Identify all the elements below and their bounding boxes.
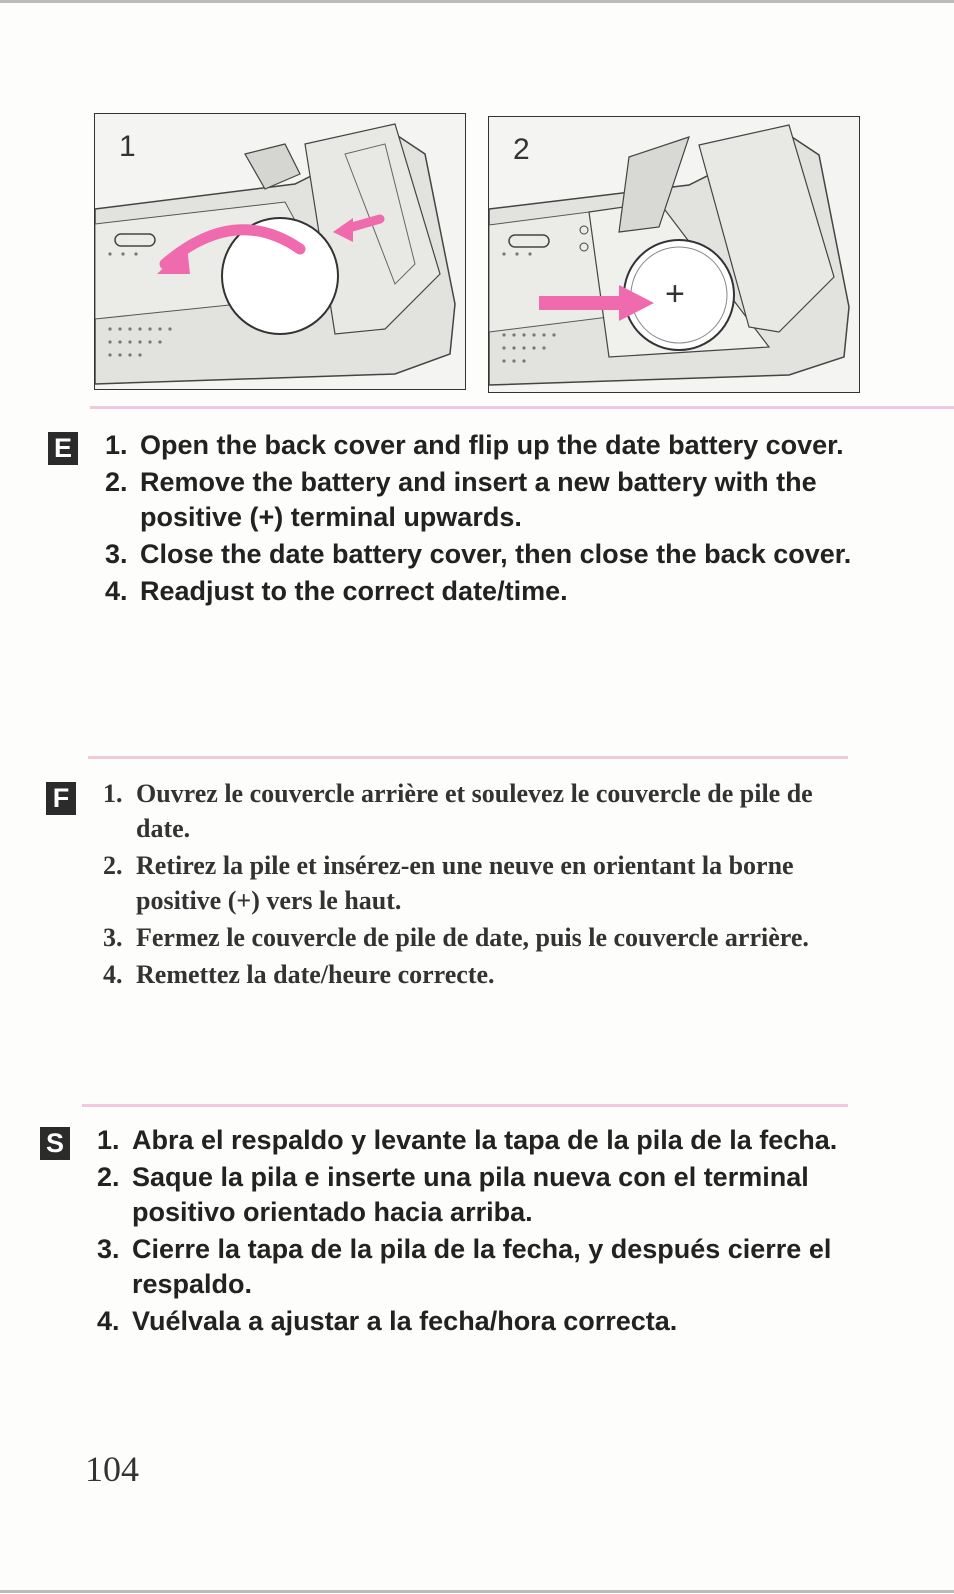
step-number: 4. bbox=[97, 1306, 120, 1336]
step-text: Fermez le couvercle de pile de date, puis le couvercle arrière. bbox=[136, 923, 809, 952]
step-text: Retirez la pile et insérez-en une neuve en orientant la borne positive (+) vers le haut. bbox=[136, 851, 794, 915]
step-number: 2. bbox=[97, 1162, 120, 1192]
step-text: Vuélvala a ajustar a la fecha/hora correcta. bbox=[132, 1306, 678, 1336]
step-number: 2. bbox=[105, 467, 128, 497]
language-badge-english: E bbox=[48, 432, 78, 465]
step-number: 2. bbox=[103, 851, 123, 880]
step-number: 4. bbox=[105, 576, 128, 606]
step-text: Open the back cover and flip up the date battery cover. bbox=[140, 430, 844, 460]
list-item bbox=[97, 1160, 857, 1230]
language-badge-spanish: S bbox=[40, 1127, 70, 1160]
step-number: 1. bbox=[105, 430, 128, 460]
step-number: 3. bbox=[97, 1234, 120, 1264]
step-number: 1. bbox=[103, 779, 123, 808]
top-edge-line bbox=[0, 0, 954, 3]
list-item bbox=[103, 776, 853, 846]
list-item bbox=[97, 1123, 857, 1158]
list-item bbox=[103, 848, 853, 918]
illustration-step-1 bbox=[94, 113, 466, 390]
step-number: 1. bbox=[97, 1125, 120, 1155]
step-text: Saque la pila e inserte una pila nueva con el terminal positivo orientado hacia arriba. bbox=[132, 1162, 809, 1227]
step-number: 3. bbox=[103, 923, 123, 952]
list-item bbox=[105, 465, 865, 535]
list-item bbox=[105, 428, 865, 463]
page-number: 104 bbox=[85, 1449, 139, 1489]
step-text: Cierre la tapa de la pila de la fecha, y después cierre el respaldo. bbox=[132, 1234, 832, 1299]
list-item bbox=[103, 920, 853, 955]
list-item bbox=[105, 537, 865, 572]
camera-battery-compartment-drawing-1 bbox=[95, 114, 465, 389]
step-number: 3. bbox=[105, 539, 128, 569]
step-text: Ouvrez le couvercle arrière et soulevez le couvercle de pile de date. bbox=[136, 779, 813, 843]
camera-battery-compartment-drawing-2 bbox=[489, 117, 859, 389]
step-text: Remove the battery and insert a new battery with the positive (+) terminal upwards. bbox=[140, 467, 817, 532]
list-item bbox=[97, 1304, 857, 1339]
language-badge-french: F bbox=[46, 782, 76, 815]
list-item bbox=[103, 957, 853, 992]
instruction-list-spanish bbox=[97, 1123, 857, 1341]
step-text: Abra el respaldo y levante la tapa de la pila de la fecha. bbox=[132, 1125, 838, 1155]
illustration-step-2 bbox=[488, 116, 860, 393]
step-number: 4. bbox=[103, 960, 123, 989]
step-text: Close the date battery cover, then close the back cover. bbox=[140, 539, 852, 569]
step-text: Remettez la date/heure correcte. bbox=[136, 960, 495, 989]
step-text: Readjust to the correct date/time. bbox=[140, 576, 568, 606]
bottom-edge-line bbox=[0, 1590, 954, 1593]
list-item bbox=[97, 1232, 857, 1302]
figure-number: 1 bbox=[119, 130, 136, 163]
section-divider-spanish bbox=[82, 1104, 848, 1107]
instruction-list-french bbox=[103, 776, 853, 994]
section-divider-french bbox=[88, 756, 848, 759]
instruction-list-english bbox=[105, 428, 865, 611]
section-divider-english bbox=[90, 406, 954, 409]
plus-terminal-label: + bbox=[665, 275, 685, 313]
list-item bbox=[105, 574, 865, 609]
figure-number: 2 bbox=[513, 133, 530, 166]
